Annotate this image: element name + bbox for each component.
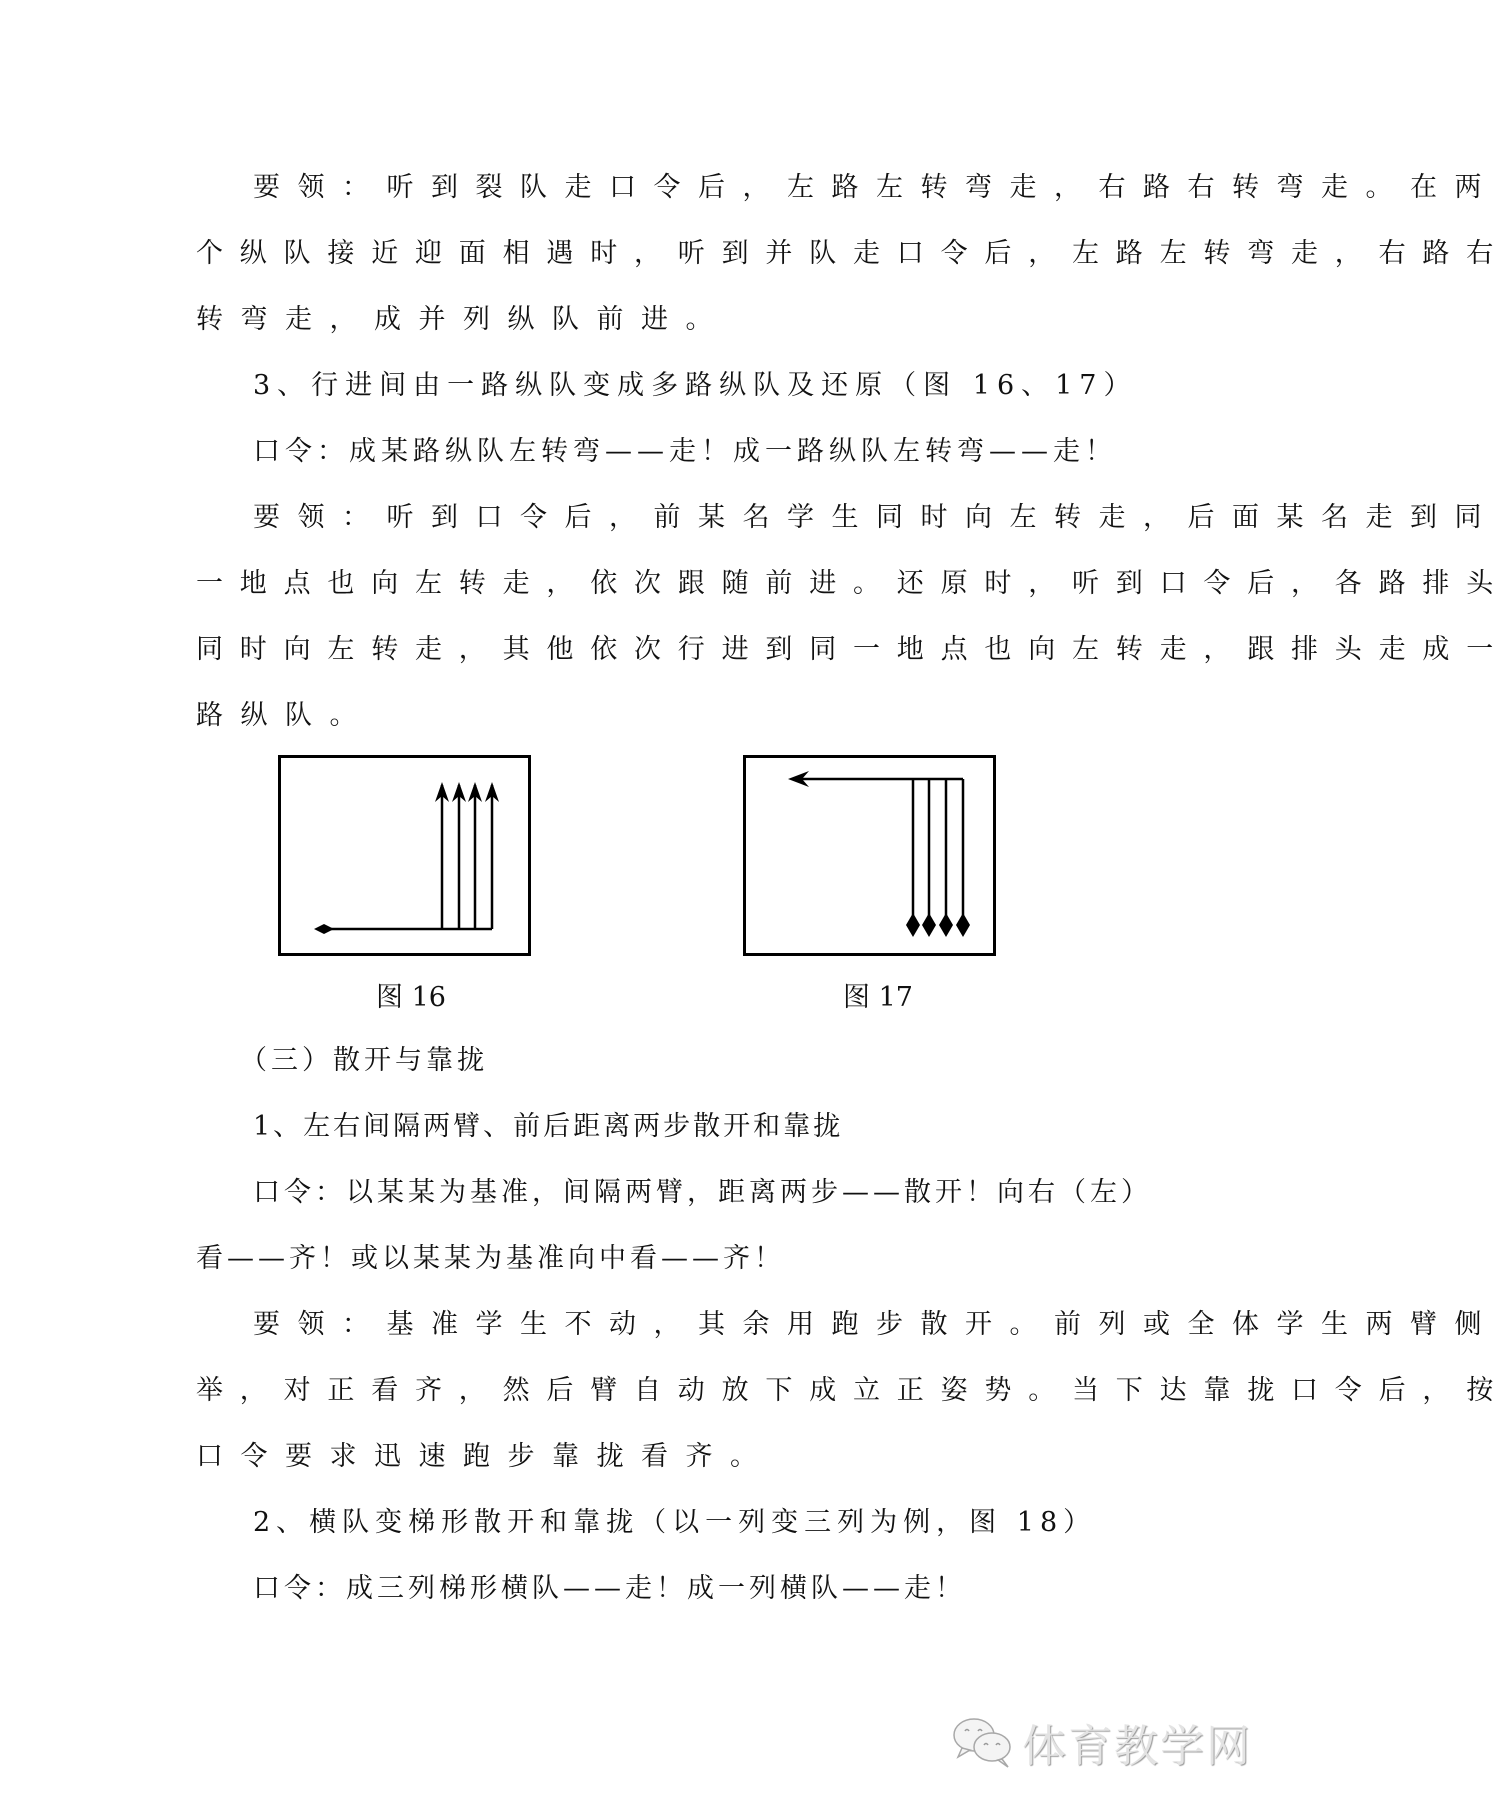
paragraph-line: 口令要求迅速跑步靠拢看齐。 <box>196 1441 775 1472</box>
paragraph-line: 一地点也向左转走，依次跟随前进。还原时，听到口令后，各路排头 <box>196 568 1510 599</box>
paragraph-line: 要领：听到裂队走口令后，左路左转弯走，右路右转弯走。在两 <box>253 172 1499 203</box>
figure-17-diagram <box>743 755 996 956</box>
paragraph-line: 要领：基准学生不动，其余用跑步散开。前列或全体学生两臂侧 <box>253 1309 1499 1340</box>
wechat-icon <box>950 1715 1016 1769</box>
paragraph-line: 转弯走，成并列纵队前进。 <box>196 304 730 335</box>
figure-16 <box>278 755 531 956</box>
figure-17-caption: 图 17 <box>843 982 913 1013</box>
paragraph-line: 路纵队。 <box>196 700 374 731</box>
command-text: 口令：以某某为基准，间隔两臂，距离两步——散开！向右（左） <box>253 1177 1152 1208</box>
command-text: 口令：成某路纵队左转弯——走！成一路纵队左转弯——走！ <box>253 436 1117 467</box>
paragraph-line: 举，对正看齐，然后臂自动放下成立正姿势。当下达靠拢口令后，按 <box>196 1375 1510 1406</box>
section-title: （三）散开与靠拢 <box>240 1045 488 1076</box>
command-text: 口令：成三列梯形横队——走！成一列横队——走！ <box>253 1573 966 1604</box>
watermark <box>950 1710 1252 1774</box>
figure-16-diagram <box>278 755 531 956</box>
paragraph-line: 个纵队接近迎面相遇时，听到并队走口令后，左路左转弯走，右路右 <box>196 238 1510 269</box>
paragraph-line: 同时向左转走，其他依次行进到同一地点也向左转走，跟排头走成一 <box>196 634 1510 665</box>
section-heading: 3、行进间由一路纵队变成多路纵队及还原（图 16、17） <box>253 370 1138 401</box>
section-heading: 2、横队变梯形散开和靠拢（以一列变三列为例，图 18） <box>253 1507 1097 1538</box>
figure-17 <box>743 755 996 956</box>
paragraph-line: 要领：听到口令后，前某名学生同时向左转走，后面某名走到同 <box>253 502 1499 533</box>
command-text: 看——齐！或以某某为基准向中看——齐！ <box>196 1243 785 1274</box>
section-heading: 1、左右间隔两臂、前后距离两步散开和靠拢 <box>253 1111 844 1142</box>
figure-16-caption: 图 16 <box>376 982 446 1013</box>
watermark-text: 体育教学网 <box>1022 1721 1252 1772</box>
